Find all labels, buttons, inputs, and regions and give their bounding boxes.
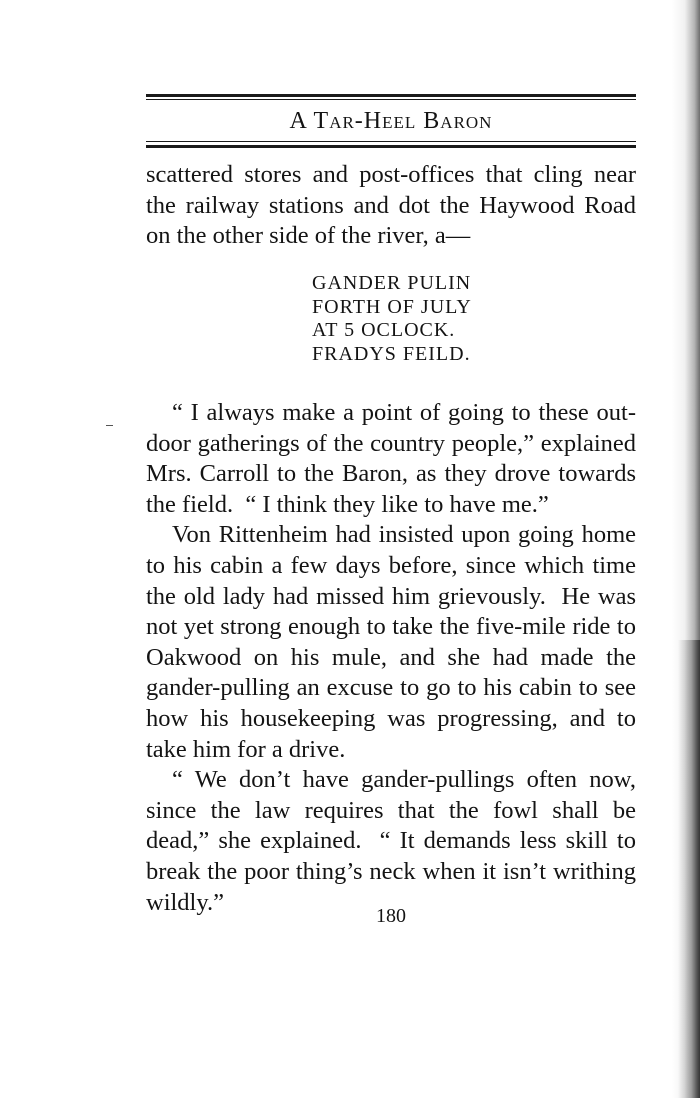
page-number: 180	[376, 905, 406, 927]
header-rule-bottom-thick	[146, 145, 636, 148]
running-head	[146, 106, 636, 136]
handbill-notice	[312, 272, 472, 366]
paragraph-mrs-carroll: “ I always make a point of going to these out-door gatherings of the country people,” explained Mrs. Carroll to the Baron, as they drove towards the field. “ I think they like to have me.”	[146, 399, 636, 518]
notice-line: GANDER PULIN	[312, 272, 472, 294]
running-head-initial: A	[289, 108, 307, 134]
opening-text-block	[146, 160, 636, 252]
notice-line: FORTH OF JULY	[312, 295, 472, 318]
page-edge-shadow-lower	[678, 640, 700, 1098]
running-head-title: Tar-Heel Baron	[313, 108, 493, 134]
notice-line: FRADYS FEILD.	[312, 342, 471, 365]
margin-mark	[106, 425, 113, 426]
paragraph-gander-pullings: “ We don’t have gander-pullings often now, since the law requires that the fowl shall be dead,” she explained. “ It demands less skill to break the poor thing’s neck when it isn’t writhing wildly.”	[146, 766, 636, 916]
paragraph-von-rittenheim: Von Rittenheim had insisted upon going home to his cabin a few days before, since which time the old lady had missed him grievously. He was not yet strong enough to take the five-mile ride to Oakwood on his mule, and she had made the gander-pulling an excuse to go to his cabin to see how his housekeeping was progressing, and to take him for a drive.	[146, 521, 636, 763]
body-text-block	[146, 398, 636, 918]
header-rule-top-thin	[146, 99, 636, 100]
header-rule-top-thick	[146, 94, 636, 97]
opening-paragraph: scattered stores and post-offices that cling near the railway stations and dot the Haywood Road on the other side of the river, a—	[146, 161, 636, 250]
notice-line: AT 5 OCLOCK.	[312, 319, 456, 341]
header-rule-bottom-thin	[146, 141, 636, 142]
